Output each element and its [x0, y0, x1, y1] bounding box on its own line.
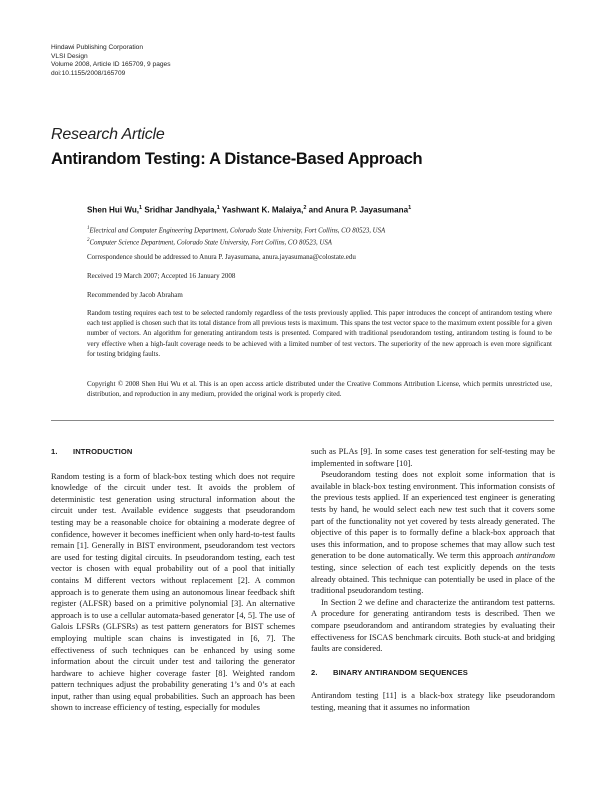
abstract: Random testing requires each test to be selected randomly regardless of the tests previously applied. This paper introduces the concept of antirandom testing where each test applied is chosen such that its total distance from all previous tests is maximum. This spans the test vector space to the maximum extent possible for a given number of vectors. An algorithm for generating antirandom tests is presented. Compared with traditional pseudorandom testing, antirandom testing is found to be very effective when a high-fault coverage needs to be achieved with a limited number of test vectors. The superiority of the new approach is even more significant for testing bridging faults. — [87, 309, 552, 358]
copyright-notice: Copyright © 2008 Shen Hui Wu et al. This is an open access article distributed under the Creative Commons Attribution License, which permits unrestricted use, distribution, and reproduction in any medium, provided the original work is properly cited. — [87, 380, 552, 399]
author-affil-mark: 1 — [408, 205, 412, 211]
author-affil-mark: 1 — [216, 205, 220, 211]
journal-header — [51, 44, 171, 78]
section-title: INTRODUCTION — [73, 447, 133, 456]
author-list — [87, 205, 411, 215]
right-column — [311, 446, 555, 713]
affiliation-text: Computer Science Department, Colorado State University, Fort Collins, CO 80523, USA — [89, 239, 332, 247]
section-number: 1. — [51, 447, 58, 456]
paragraph: Random testing is a form of black-box testing which does not require knowledge of the circuit under test. It avoids the problem of deterministic test generation using structural information about the circuit under test. Available evidence suggests that pseudorandom testing may be a reasonable choice for obtaining a moderate degree of confidence, however it becomes inefficient when only hard-to-test faults remain [1]. Generally in BIST environment, pseudorandom test vectors are used for testing digital circuits. In pseudorandom testing, each test vector is chosen with equal probability out of a pool that initially contains M different vectors without replacement [2]. A common approach is to generate them using an autonomous linear feedback shift register (ALFSR) based on a primitive polynomial [3]. An alternative approach is to use a cellular automata-based generator [4, 5]. The use of Galois LFSRs (GLFSRs) as test pattern generators for BIST schemes employing multiple scan chains is investigated in [6, 7]. The effectiveness of such techniques can be enhanced by using some information about the circuit under test and tailoring the generator hardware to achieve higher coverage faster [8]. Weighted random pattern techniques adjust the probability generating 1’s and 0’s at each input, rather than using equal probabilities. Such an approach has been shown to increase efficiency of testing, especially for modules — [51, 471, 295, 713]
recommended-line: Recommended by Jacob Abraham — [87, 291, 183, 299]
author-name: Shen Hui Wu, — [87, 205, 140, 215]
journal-name: VLSI Design — [51, 52, 88, 60]
paragraph: such as PLAs [9]. In some cases test generation for self-testing may be implemented in software [10]. — [311, 447, 555, 468]
section-title: BINARY ANTIRANDOM SEQUENCES — [333, 667, 468, 677]
article-type: Research Article — [51, 126, 165, 143]
paragraph-text: testing, since selection of each test explicitly depends on the tests already obtained. This technique can potentially be used in place of the traditional pseudorandom testing. — [311, 562, 555, 596]
volume-info: Volume 2008, Article ID 165709, 9 pages — [51, 61, 171, 69]
correspondence-line: Correspondence should be addressed to Anura P. Jayasumana, anura.jayasumana@colostate.edu — [87, 253, 356, 261]
affiliation-1 — [87, 224, 385, 236]
section-heading-binary-antirandom — [311, 667, 555, 679]
paragraph — [311, 469, 555, 597]
author-affil-mark: 2 — [303, 205, 307, 211]
publisher-name: Hindawi Publishing Corporation — [51, 44, 143, 51]
received-line: Received 19 March 2007; Accepted 16 January 2008 — [87, 272, 236, 280]
affiliation-mark: 2 — [87, 238, 90, 244]
section-number: 2. — [311, 667, 318, 677]
section-divider — [51, 420, 554, 421]
author-name: Sridhar Jandhyala, — [142, 205, 217, 215]
author-name: Yashwant K. Malaiya, — [219, 205, 304, 215]
author-name: and Anura P. Jayasumana — [306, 205, 409, 215]
affiliation-text: Electrical and Computer Engineering Department, Colorado State University, Fort Collins, CO 80523, USA — [89, 227, 386, 235]
affiliation-2 — [87, 236, 385, 248]
paragraph-text: Pseudorandom testing does not exploit some information that is available in black-box testing environment. This information consists of the previous tests applied. If an experienced test engineer is generating tests by hand, he would select each new test such that it covers some part of the functionality not yet covered by tests already generated. The objective of this paper is to formally define a black-box approach that uses this information, and to propose schemes that may allow such test generation to be done automatically. We term this approach — [311, 470, 555, 561]
doi-text[interactable]: doi:10.1155/2008/165709 — [51, 69, 126, 77]
paragraph: In Section 2 we define and characterize the antirandom test patterns. A procedure for generating antirandom tests is described. Then we compare pseudorandom and antirandom strategies by evaluating their effectiveness for ISCAS benchmark circuits. Both stuck-at and bridging faults are considered. — [311, 597, 555, 654]
affiliation-mark: 1 — [87, 226, 90, 231]
left-column — [51, 446, 295, 714]
article-title: Antirandom Testing: A Distance-Based Approach — [51, 150, 423, 168]
section-heading-introduction — [51, 446, 295, 458]
affiliations — [87, 224, 385, 249]
paragraph: Antirandom testing [11] is a black-box strategy like pseudorandom testing, meaning that it assumes no information — [311, 691, 555, 712]
emphasis-term: antirandom — [515, 551, 555, 561]
author-affil-mark: 1 — [139, 205, 143, 211]
